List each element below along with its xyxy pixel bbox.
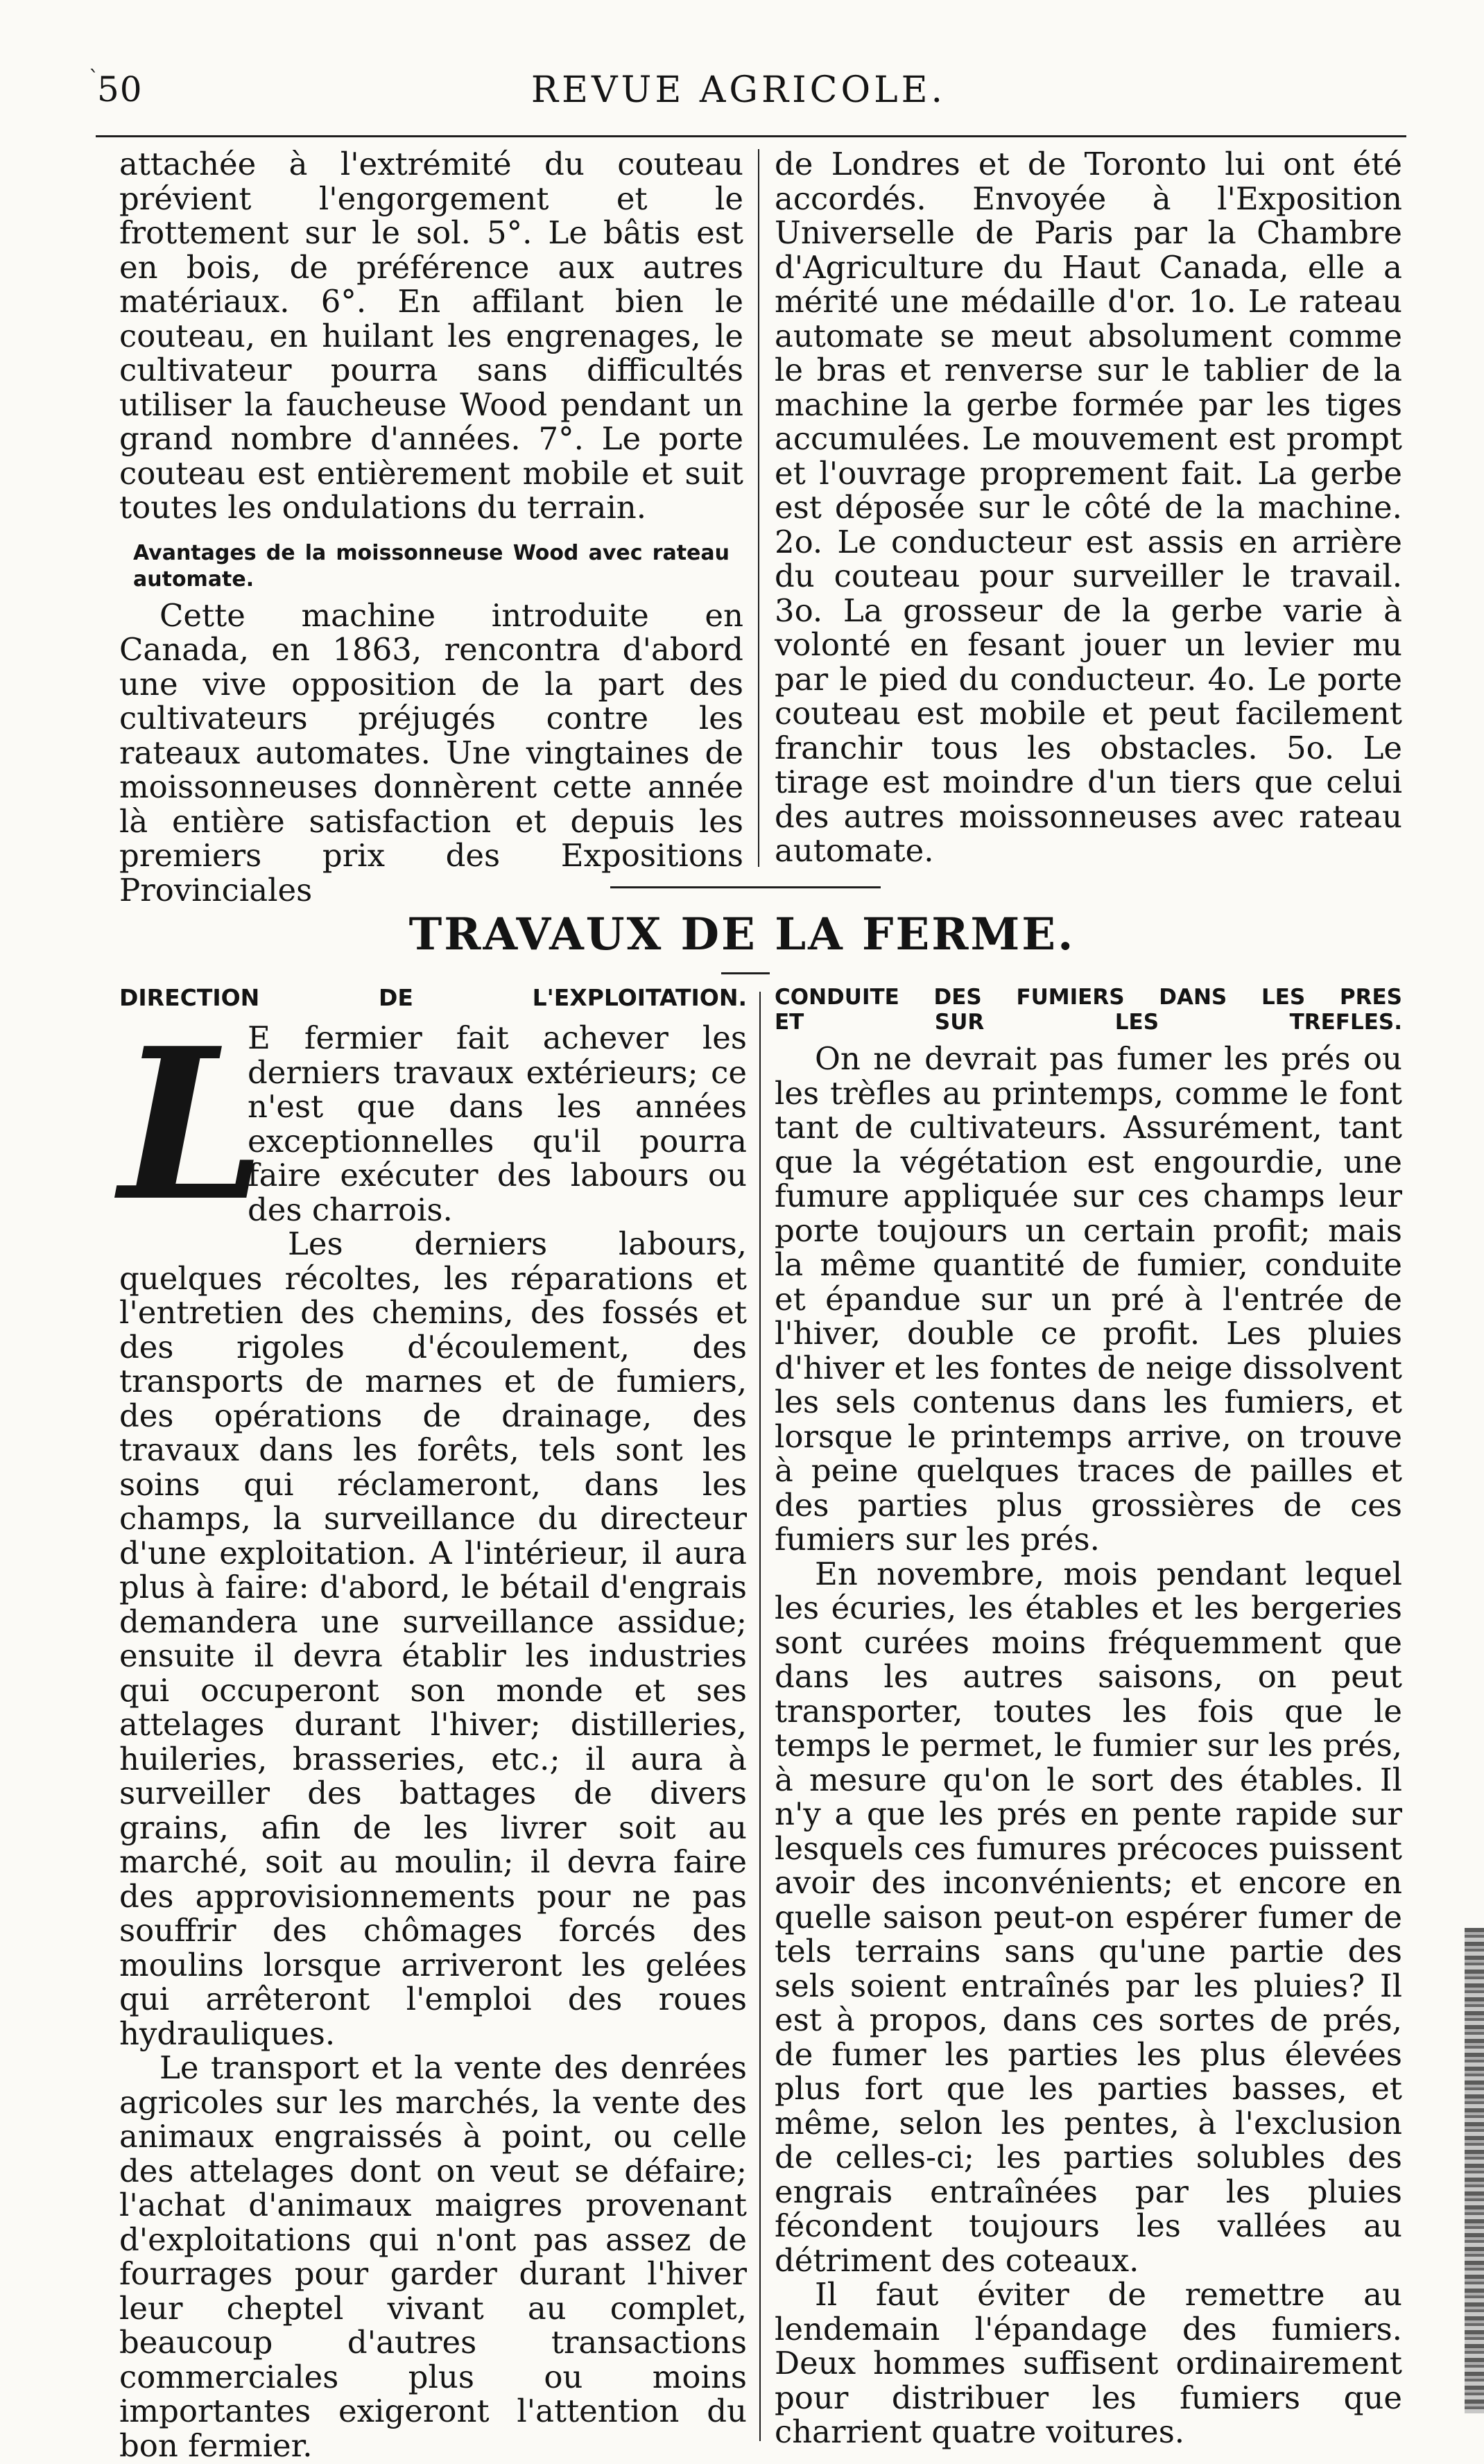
bottom-right-column (775, 985, 1402, 2449)
page-number: 50 (97, 69, 143, 110)
section-rule (610, 886, 881, 888)
running-title: REVUE AGRICOLE. (530, 69, 947, 111)
subheading: Avantages de la moissonneuse Wood avec rateau automate. (133, 540, 730, 592)
paragraph: En novembre, mois pendant lequel les écuries, les étables et les bergeries sont curées moins fréquemment que dans les autres saisons, on peut transporter, toutes les fois que le temps le permet, le fumier sur les prés, à mesure qu'on le sort des étables. Il n'y a que les prés en pente rapide sur lesquels ces fumures précoces puissent avoir des inconvénients; et encore en quelle saison peut-on espérer fumer de tels terrains sans qu'une partie des sels soient entraînés par les pluies? Il est à propos, dans ces sortes de prés, de fumer les parties les plus élevées plus fort que les parties basses, et même, selon les pentes, à l'exclusion de celles-ci; les parties solubles des engrais entraînées par les pluies fécondent toujours les vallées au détriment des coteaux. (775, 1555, 1402, 2279)
subheading: DIRECTION DE L'EXPLOITATION. (119, 984, 747, 1011)
header-rule (96, 135, 1406, 137)
paragraph: de Londres et de Toronto lui ont été accordés. Envoyée à l'Exposition Universelle de Paris par la Chambre d'Agriculture du Haut Canada, elle a mérité une médaille d'or. 1o. Le rateau automate se meut absolument comme le bras et renverse sur le tablier de la machine la gerbe formée par les tiges accumulées. Le mouvement est prompt et l'ouvrage proprement fait. La gerbe est déposée sur le côté de la machine. 2o. Le conducteur est assis en arrière du couteau pour surveiller le travail. 3o. La grosseur de la gerbe varie à volonté en fesant jouer un levier mu par le pied du conducteur. 4o. Le porte couteau est mobile et peut facilement franchir tous les obstacles. 5o. Le tirage est moindre d'un tiers que celui des autres moissonneuses avec rateau automate. (775, 146, 1402, 869)
dropcap-letter: L (119, 1002, 266, 1247)
top-right-column (775, 147, 1402, 868)
column-divider (758, 149, 759, 867)
top-left-column (119, 147, 743, 907)
bottom-left-column (119, 985, 747, 2463)
paragraph: Le transport et la vente des denrées agricoles sur les marchés, la vente des animaux engraissés à point, ou celle des attelages dont on veut se défaire; l'achat d'animaux maigres provenant d'exploitations qui n'ont pas assez de fourrages pour garder durant l'hiver leur cheptel vivant au complet, beaucoup d'autres transactions commerciales plus ou moins importantes exigeront l'attention du bon fermier. (119, 2049, 747, 2464)
subheading: ET SUR LES TREFLES. (775, 1010, 1402, 1035)
page-header (49, 69, 1429, 125)
section-title: TRAVAUX DE LA FERME. (408, 908, 1076, 960)
paragraph: Les derniers labours, quelques récoltes, les réparations et l'entretien des chemins, des fossés et des rigoles d'écoulement, des transports de marnes et de fumiers, des opérations de drainage, des travaux dans les forêts, tels sont les soins qui réclameront, dans les champs, la surveillance du directeur d'une exploitation. A l'intérieur, il aura plus à faire: d'abord, le bétail d'engrais demandera une surveillance assidue; ensuite il devra établir les industries qui occuperont son monde et ses attelages durant l'hiver; distilleries, huileries, brasseries, etc.; il aura à surveiller des battages de divers grains, afin de les livrer soit au marché, soit au moulin; il devra faire des approvisionnements pour ne pas souffrir des chômages forcés des moulins lorsque arriveront les gelées qui arrêteront l'emploi des roues hydrauliques. (119, 1225, 747, 2052)
scan-edge-artifact (1465, 1928, 1484, 2413)
paragraph: Il faut éviter de remettre au lendemain l'épandage des fumiers. Deux hommes suffisent ordinairement pour distribuer les fumiers que charrient quatre voitures. (775, 2276, 1402, 2450)
dropcap-paragraph (119, 1002, 747, 1247)
title-underline (721, 972, 770, 974)
paragraph: Cette machine introduite en Canada, en 1863, rencontra d'abord une vive opposition de la part des cultivateurs préjugés contre les rateaux automates. Une vingtaines de moissonneuses donnèrent cette année là entière satisfaction et depuis les premiers prix des Expositions Provinciales (119, 596, 743, 908)
subheading: CONDUITE DES FUMIERS DANS LES PRES (775, 985, 1402, 1010)
paragraph: attachée à l'extrémité du couteau prévient l'engorgement et le frottement sur le sol. 5°. Le bâtis est en bois, de préférence aux autres matériaux. 6°. En affilant bien le couteau, en huilant les engrenages, le cultivateur pourra sans difficultés utiliser la faucheuse Wood pendant un grand nombre d'années. 7°. Le porte couteau est entièrement mobile et suit toutes les ondulations du terrain. (119, 146, 743, 526)
paragraph: E fermier fait achever les derniers travaux extérieurs; ce n'est que dans les années exceptionnelles qu'il pourra faire exécuter des labours ou des charrois. (248, 1019, 747, 1228)
paragraph: On ne devrait pas fumer les prés ou les trèfles au printemps, comme le font tant de cultivateurs. Assurément, tant que la végétation est engourdie, une fumure appliquée sur ces champs leur porte toujours un certain profit; mais la même quantité de fumier, conduite et épandue sur un pré à l'entrée de l'hiver, double ce profit. Les pluies d'hiver et les fontes de neige dissolvent les sels contenus dans les fumiers, et lorsque le printemps arrive, on trouve à peine quelques traces de pailles et des parties plus grossières de ces fumiers sur les prés. (775, 1040, 1402, 1558)
print-mark: ˋ (89, 67, 99, 91)
column-divider (759, 992, 761, 2441)
